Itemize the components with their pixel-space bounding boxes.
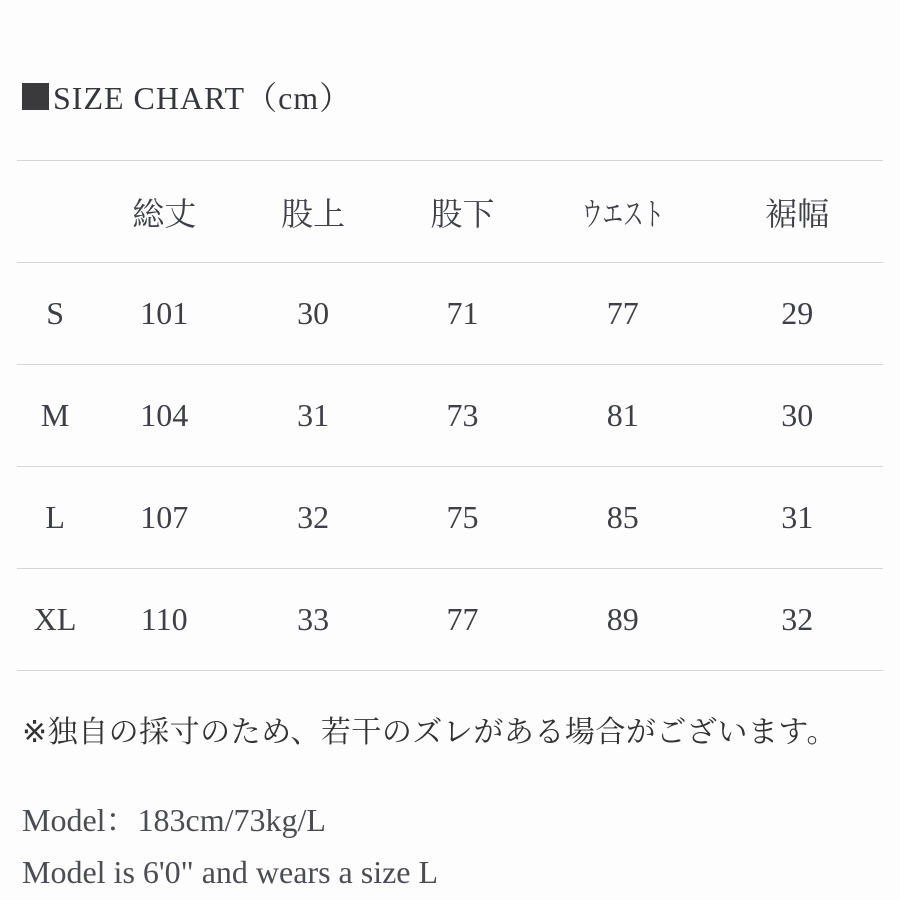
- page-title: [22, 78, 900, 114]
- value-cell: 31: [297, 397, 330, 433]
- value-cell: 77: [606, 295, 639, 331]
- value-cell: 33: [297, 601, 330, 637]
- value-cell: 29: [781, 295, 814, 331]
- value-cell: 32: [781, 601, 814, 637]
- table-row-l: [17, 467, 883, 569]
- size-cell: S: [46, 295, 64, 331]
- header-rise: [235, 161, 391, 263]
- value-cell: 30: [297, 295, 330, 331]
- value-cell: 101: [140, 295, 189, 331]
- header-blank: [17, 161, 93, 263]
- page-title-text: SIZE CHART（cm）: [53, 80, 353, 116]
- table-header-row: [17, 161, 883, 263]
- model-spec-jp: Model：183cm/73kg/L: [22, 802, 326, 838]
- value-cell: 85: [606, 499, 639, 535]
- value-cell: 73: [446, 397, 479, 433]
- value-cell: 77: [446, 601, 479, 637]
- value-cell: 32: [297, 499, 330, 535]
- header-waist: [534, 161, 712, 263]
- value-cell: 81: [606, 397, 639, 433]
- value-cell: 104: [140, 397, 189, 433]
- measurement-disclaimer: ※独自の採寸のため、若干のズレがある場合がございます。: [22, 716, 838, 749]
- table-row-xl: [17, 569, 883, 671]
- header-inseam-label: 股下: [430, 195, 495, 232]
- header-total-length-label: 総丈: [132, 195, 197, 232]
- value-cell: 30: [781, 397, 814, 433]
- header-total-length: [93, 161, 235, 263]
- header-hem-width: [711, 161, 883, 263]
- square-bullet-icon: [22, 83, 49, 110]
- size-cell: L: [45, 499, 65, 535]
- model-spec-en: Model is 6'0" and wears a size L: [22, 854, 439, 890]
- header-inseam: [391, 161, 534, 263]
- value-cell: 107: [140, 499, 189, 535]
- value-cell: 89: [606, 601, 639, 637]
- size-cell: M: [40, 397, 70, 433]
- table-row-m: [17, 365, 883, 467]
- size-cell: XL: [33, 601, 77, 637]
- header-hem-width-label: 裾幅: [765, 195, 830, 232]
- value-cell: 110: [140, 601, 188, 637]
- size-chart-table: [17, 160, 883, 671]
- header-waist-label: ウエスト: [581, 195, 664, 232]
- value-cell: 31: [781, 499, 814, 535]
- value-cell: 71: [446, 295, 479, 331]
- header-rise-label: 股上: [281, 195, 346, 232]
- value-cell: 75: [446, 499, 479, 535]
- table-row-s: [17, 263, 883, 365]
